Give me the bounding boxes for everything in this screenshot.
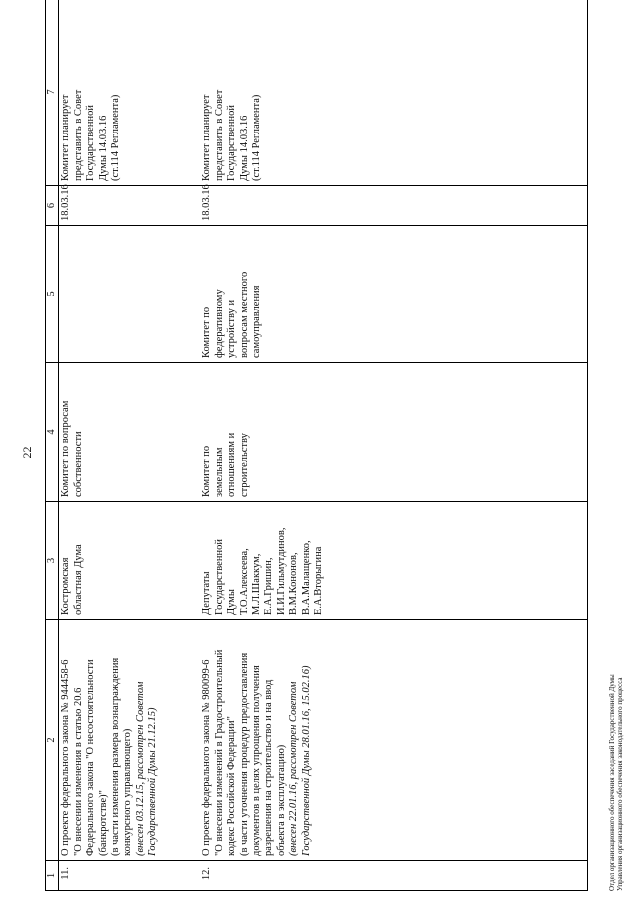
bill-title-line: Федерального закона "О несостоятельности xyxy=(85,659,97,856)
plan-line: представить в Совет xyxy=(213,89,225,181)
plan-line: (ст.114 Регламента) xyxy=(110,94,122,181)
date-cell: 18.03.16 xyxy=(59,186,192,226)
bill-status-line: Государственной Думы 21.12.15) xyxy=(147,707,159,856)
responsible-committee-cell xyxy=(59,363,192,502)
date-cell: 18.03.16 xyxy=(191,186,588,226)
initiator-line: Костромская xyxy=(60,557,72,615)
responsible-committee-cell xyxy=(191,363,588,502)
bill-description-cell xyxy=(191,620,588,861)
initiator-cell xyxy=(59,502,192,620)
bill-title-line: "О внесении изменений в Градостроительный xyxy=(213,649,225,856)
committee-line: Комитет по вопросам xyxy=(60,400,72,497)
table-header-row xyxy=(46,0,59,891)
table-row xyxy=(59,0,192,891)
plan-line: Комитет планирует xyxy=(60,94,72,181)
co-executor-line: вопросам местного xyxy=(238,271,250,358)
bill-title-line: (банкротстве)" xyxy=(97,790,109,856)
bill-title-line: "О внесении изменения в статью 20.6 xyxy=(72,687,84,856)
initiator-line: В.М.Кононов, xyxy=(288,552,300,615)
footer-line: Управления организационного обеспечения законодательного процесса xyxy=(616,677,625,891)
column-header: 5 xyxy=(46,226,59,363)
initiator-line: Е.А.Вторыгина xyxy=(313,546,325,615)
co-executor-cell xyxy=(59,226,192,363)
bill-title-line: О проекте федерального закона № 980099-6 xyxy=(201,659,213,856)
column-header: 1 xyxy=(46,861,59,891)
bill-description-cell xyxy=(59,620,192,861)
co-executor-line: самоуправления xyxy=(251,285,263,358)
bills-table xyxy=(45,0,588,891)
table-row xyxy=(191,0,588,891)
initiator-line: Государственной xyxy=(213,539,225,615)
bill-note-line: (в части уточнения процедур предоставления xyxy=(238,652,250,856)
committee-line: отношениям и xyxy=(226,432,238,497)
committee-line: строительству xyxy=(238,433,250,497)
committee-line: Комитет по xyxy=(201,445,213,497)
bill-note-line: документов в целях упрощения получения xyxy=(251,665,263,856)
row-number: 12. xyxy=(191,861,588,891)
committee-line: собственности xyxy=(72,431,84,497)
initiator-line: Е.А.Гришин, xyxy=(263,557,275,615)
initiator-line: Т.О.Алексеева, xyxy=(238,548,250,615)
footer-line: Отдел организационного обеспечения заседаний Государственной Думы xyxy=(608,674,616,891)
co-executor-line: Комитет по xyxy=(201,306,213,358)
plan-cell xyxy=(59,0,192,186)
page-number: 22 xyxy=(20,446,34,459)
co-executor-line: устройству и xyxy=(226,299,238,358)
footer-note xyxy=(608,674,625,891)
plan-line: Думы 14.03.16 xyxy=(97,115,109,181)
bill-title-line: кодекс Российской Федерации" xyxy=(226,716,238,856)
bill-title-line: О проекте федерального закона № 944458-6 xyxy=(60,659,72,856)
bill-note-line: объекта в эксплуатацию) xyxy=(275,744,287,856)
bill-status-line: Государственной Думы 28.01.16, 15.02.16) xyxy=(300,665,312,856)
bill-status-line: (внесен 03.12.15, рассмотрен Советом xyxy=(134,681,146,856)
plan-line: представить в Совет xyxy=(72,89,84,181)
initiator-line: областная Дума xyxy=(72,544,84,615)
plan-line: Комитет планирует xyxy=(201,94,213,181)
column-header: 2 xyxy=(46,620,59,861)
initiator-line: М.Л.Шаккум, xyxy=(251,553,263,615)
column-header: 7 xyxy=(46,0,59,186)
bill-note-line: конкурсного управляющего) xyxy=(122,728,134,856)
bill-status-line: (внесен 22.01.16, рассмотрен Советом xyxy=(288,681,300,856)
plan-line: Государственной xyxy=(85,105,97,181)
plan-line: (ст.114 Регламента) xyxy=(251,94,263,181)
plan-line: Думы 14.03.16 xyxy=(238,115,250,181)
initiator-line: И.И.Гильмутдинов, xyxy=(275,527,287,615)
initiator-cell xyxy=(191,502,588,620)
initiator-line: Депутаты xyxy=(201,571,213,615)
column-header: 6 xyxy=(46,186,59,226)
row-number: 11. xyxy=(59,861,192,891)
co-executor-line: федеративному xyxy=(213,289,225,358)
co-executor-cell xyxy=(191,226,588,363)
committee-line: земельным xyxy=(213,447,225,497)
bill-note-line: разрешения на строительство и на ввод xyxy=(263,679,275,856)
column-header: 3 xyxy=(46,502,59,620)
plan-cell xyxy=(191,0,588,186)
plan-line: Государственной xyxy=(226,105,238,181)
initiator-line: В.А.Малащенко, xyxy=(300,540,312,615)
column-header: 4 xyxy=(46,363,59,502)
bill-note-line: (в части изменения размера вознаграждения xyxy=(110,657,122,856)
initiator-line: Думы xyxy=(226,589,238,615)
